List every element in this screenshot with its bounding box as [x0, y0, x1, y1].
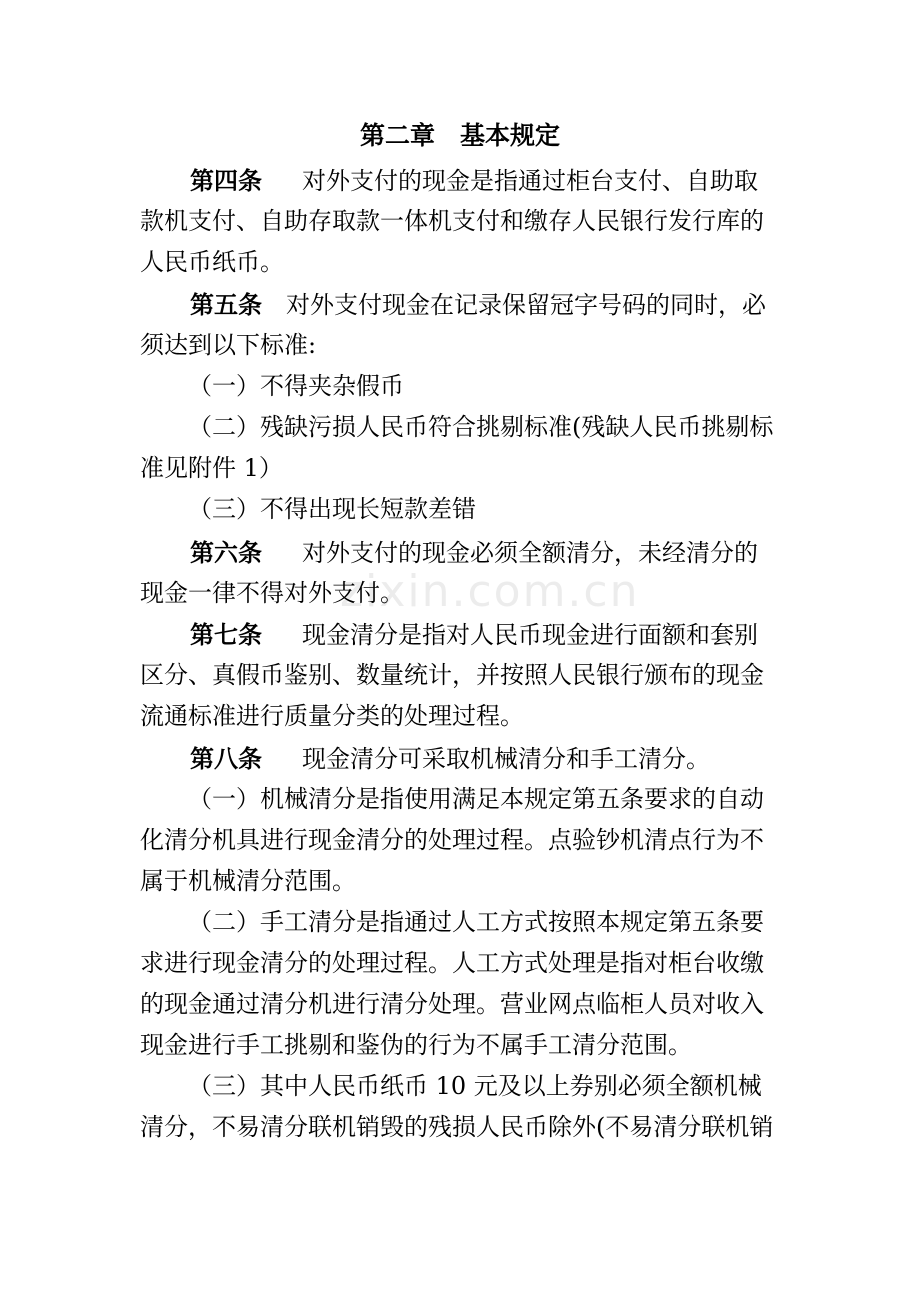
article-8-item-1-line-1: （一）机械清分是指使用满足本规定第五条要求的自动	[188, 785, 764, 813]
article-5-item-3: （三）不得出现长短款差错	[188, 495, 476, 523]
article-8-line-1: 现金清分可采取机械清分和手工清分。	[302, 745, 710, 773]
chapter-title: 第二章 基本规定	[359, 121, 560, 150]
article-5-label: 第五条	[190, 290, 262, 319]
article-7-label: 第七条	[190, 620, 262, 649]
article-6-line-2: 现金一律不得对外支付。	[140, 579, 404, 607]
article-4-line-1: 对外支付的现金是指通过柜台支付、自助取	[302, 167, 758, 195]
article-6-line-1: 对外支付的现金必须全额清分，未经清分的	[302, 539, 758, 567]
article-8-item-2-line-3: 的现金通过清分机进行清分处理。营业网点临柜人员对收入	[140, 990, 764, 1018]
article-7	[140, 614, 780, 737]
article-8-item-2-line-4: 现金进行手工挑剔和鉴伪的行为不属手工清分范围。	[140, 1031, 692, 1059]
watermark: zixin.com.cn	[340, 566, 640, 617]
article-5-item-2-line-2: 准见附件 1）	[140, 454, 283, 482]
article-8	[140, 738, 780, 1148]
article-8-item-2-line-1: （二）手工清分是指通过人工方式按照本规定第五条要	[188, 908, 764, 936]
article-7-line-3: 流通标准进行质量分类的处理过程。	[140, 702, 524, 730]
article-4	[140, 160, 780, 283]
article-8-item-3-line-2: 清分，不易清分联机销毁的残损人民币除外(不易清分联机销	[140, 1113, 774, 1141]
article-8-item-2-line-2: 求进行现金清分的处理过程。人工方式处理是指对柜台收缴	[140, 949, 764, 977]
article-8-label: 第八条	[190, 744, 262, 773]
article-5-line-1: 对外支付现金在记录保留冠字号码的同时，必	[286, 291, 766, 319]
article-8-item-3-line-1: （三）其中人民币纸币 10 元及以上券别必须全额机械	[188, 1072, 762, 1100]
article-5	[140, 284, 780, 530]
article-5-item-1: （一）不得夹杂假币	[188, 372, 404, 400]
article-6-label: 第六条	[190, 538, 262, 567]
article-6	[140, 532, 780, 614]
article-8-item-1-line-2: 化清分机具进行现金清分的处理过程。点验钞机清点行为不	[140, 826, 764, 854]
article-4-line-2: 款机支付、自助存取款一体机支付和缴存人民银行发行库的	[140, 207, 764, 235]
article-5-item-2-line-1: （二）残缺污损人民币符合挑剔标准(残缺人民币挑剔标	[188, 413, 774, 441]
article-5-line-2: 须达到以下标准:	[140, 331, 317, 359]
article-7-line-1: 现金清分是指对人民币现金进行面额和套别	[302, 621, 758, 649]
article-7-line-2: 区分、真假币鉴别、数量统计，并按照人民银行颁布的现金	[140, 661, 764, 689]
article-4-line-3: 人民币纸币。	[140, 248, 284, 276]
article-8-item-1-line-3: 属于机械清分范围。	[140, 867, 356, 895]
article-4-label: 第四条	[190, 166, 262, 195]
